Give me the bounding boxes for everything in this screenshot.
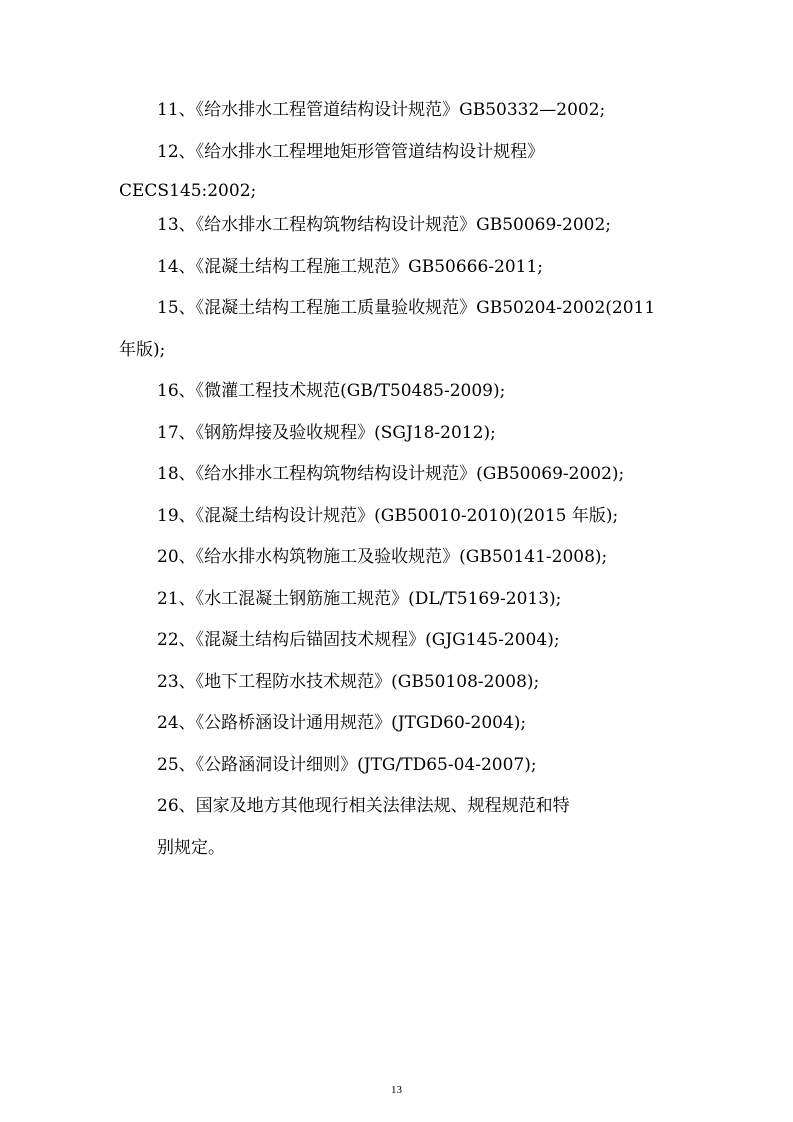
list-item-17: 17、《钢筋焊接及验收规程》(SGJ18-2012);: [157, 423, 496, 443]
list-item-14: 14、《混凝土结构工程施工规范》GB50666-2011;: [157, 257, 544, 277]
list-item-23: 23、《地下工程防水技术规范》(GB50108-2008);: [157, 672, 540, 692]
list-item-12-cont: CECS145:2002;: [119, 181, 257, 201]
list-item-11: 11、《给水排水工程管道结构设计规范》GB50332—2002;: [157, 100, 606, 120]
list-item-21: 21、《水工混凝土钢筋施工规范》(DL/T5169-2013);: [157, 589, 562, 609]
list-item-22: 22、《混凝土结构后锚固技术规程》(GJG145-2004);: [157, 630, 560, 650]
list-item-24: 24、《公路桥涵设计通用规范》(JTGD60-2004);: [157, 713, 527, 733]
list-item-15-cont: 年版);: [119, 340, 166, 360]
list-item-19: 19、《混凝土结构设计规范》(GB50010-2010)(2015 年版);: [157, 506, 619, 526]
list-item-26-cont: 别规定。: [157, 838, 225, 858]
list-item-15: 15、《混凝土结构工程施工质量验收规范》GB50204-2002(2011: [157, 298, 656, 318]
list-item-13: 13、《给水排水工程构筑物结构设计规范》GB50069-2002;: [157, 215, 612, 235]
list-item-26: 26、国家及地方其他现行相关法律法规、规程规范和特: [157, 796, 570, 816]
list-item-20: 20、《给水排水构筑物施工及验收规范》(GB50141-2008);: [157, 547, 608, 567]
list-item-25: 25、《公路涵洞设计细则》(JTG/TD65-04-2007);: [157, 755, 537, 775]
list-item-12: 12、《给水排水工程埋地矩形管管道结构设计规程》: [157, 142, 545, 162]
list-item-18: 18、《给水排水工程构筑物结构设计规范》(GB50069-2002);: [157, 464, 625, 484]
page-number: 13: [391, 1084, 402, 1096]
list-item-16: 16、《微灌工程技术规范(GB/T50485-2009);: [157, 381, 506, 401]
